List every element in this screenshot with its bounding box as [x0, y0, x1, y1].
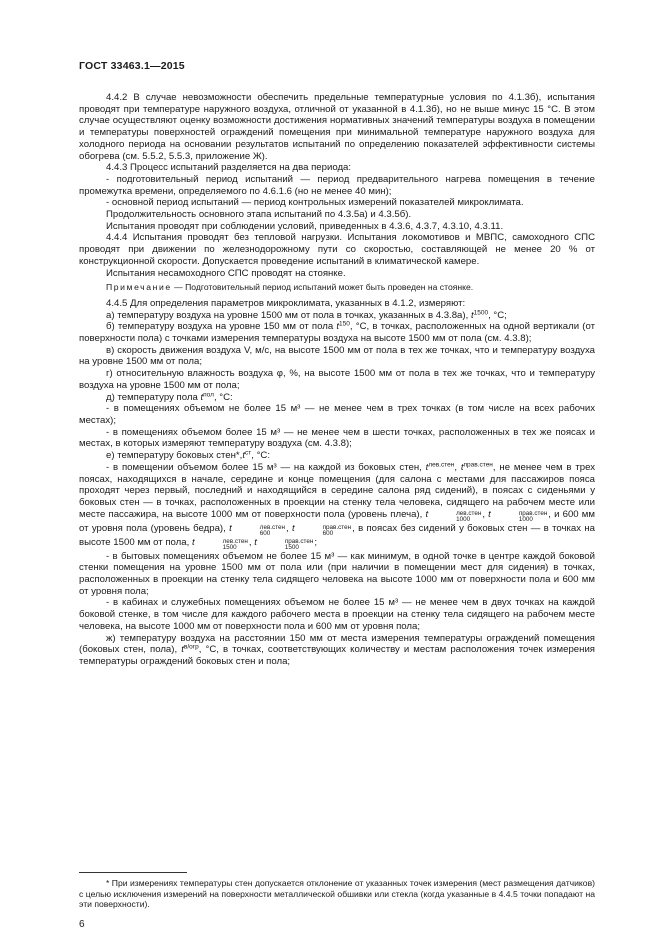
note-label: Примечание	[106, 282, 172, 293]
symbol: t	[470, 309, 474, 321]
superscript: ст	[245, 449, 252, 457]
sub-sup-stack	[196, 539, 248, 551]
symbol: t	[229, 522, 232, 534]
superscript: лев.стен	[222, 537, 248, 545]
text-run: , °С:	[213, 391, 233, 403]
subscript: 1500	[284, 543, 299, 551]
note	[79, 282, 595, 294]
superscript: лев.стен	[456, 509, 482, 517]
paragraph-4-4-2: 4.4.2 В случае невозможности обеспечить предельные температурные условия по 4.1.3б), испытания проводят при температуре наружного воздуха, отличной от указанной в 4.1.3б), но не выше минус 15 °С. В этом случае осуществляют оценку возможности достижения нормативных значений температуры воздуха в помещении и температуры поверхностей ограждений помещения при минимальной температуре наружного воздуха для холодного периода на основании результатов испытаний по определению показателей эффективности системы обогрева (см. 5.5.2, 5.5.3, приложение Ж).	[79, 92, 595, 162]
superscript: пол	[203, 391, 214, 399]
text-run: ж) температуру воздуха на расстоянии 150 мм от места измерения температуры ограждений помещения (боковых стен, пола),	[79, 632, 595, 656]
footnote-divider	[79, 872, 187, 873]
superscript: лев.стен	[259, 523, 285, 531]
superscript: в/огр	[183, 643, 199, 651]
superscript: прав.стен	[322, 523, 352, 531]
text-run: ,	[482, 508, 489, 520]
sub-sup-stack	[429, 511, 481, 523]
symbol: t	[425, 461, 429, 473]
list-item: - в кабинах и служебных помещениях объемом не более 15 м³ — не менее чем в двух точках на каждой боковой стенке, в том числе для каждого рабочего места в проекции на стенку тела сидящего на рабочем месте человека, на высоте 1000 мм от поверхности пола и 600 мм от уровня пола;	[79, 597, 595, 632]
symbol: t	[254, 536, 257, 548]
text-run: б) температуру воздуха на уровне 150 мм от пола	[106, 321, 337, 333]
page-number: 6	[79, 919, 85, 930]
list-item: - в бытовых помещениях объемом не более 15 м³ — как минимум, в одной точке в центре каждой боковой стенки помещения на уровне 1500 мм от пола или (при наличии в помещении мест для сидения) в точках, расположенных в проекции на стенку тела сидящего человека на высоте 1000 мм от поверхности пола и 600 мм от уровня пола;	[79, 550, 595, 597]
text-run: - в помещении объемом более 15 м³ — на каждой из боковых стен,	[106, 461, 426, 473]
paragraph-4-4-4: 4.4.4 Испытания проводят без тепловой нагрузки. Испытания локомотивов и МВПС, самоходного СПС проводят при движении по железнодорожному пути со скоростью, составляющей не менее 20 % от конструкционной скорости. Допускается проведение испытаний в климатической камере.	[79, 232, 595, 267]
sub-sup-stack	[492, 511, 547, 523]
superscript: прав.стен	[518, 509, 548, 517]
text-run: , не менее чем в трех поясах, находящихся в начале, середине и конце помещения (для салона с местами для пассажиров пояса проходят через первый, последний и находящийся в середине салона ряд сидений), в поясах с сиденьями у боковых стен — в точках, расположенных в проекции на стенку тела человека, сидящего на рабочем месте или месте пассажира, на высоте 1000 мм от поверхности пола (уровень плеча),	[79, 461, 595, 520]
list-item-v: в) скорость движения воздуха V, м/с, на высоте 1500 мм от пола в тех же точках, что и температуру воздуха на уровне 1500 мм от пола;	[79, 344, 595, 368]
text-run: , °С;	[488, 309, 507, 321]
text-run: ,	[454, 461, 461, 473]
paragraph-4-4-5: 4.4.5 Для определения параметров микроклимата, указанных в 4.1.2, измеряют:	[106, 297, 466, 309]
list-item-walls	[79, 462, 595, 551]
list-item: - основной период испытаний — период контрольных измерений показателей микроклимата.	[106, 197, 524, 209]
superscript: 1500	[473, 309, 489, 317]
standard-header: ГОСТ 33463.1—2015	[79, 60, 185, 72]
text-run: , и 600 мм от уровня пола (уровень бедра),	[79, 508, 595, 534]
superscript: прав.стен	[463, 461, 493, 469]
text-run: ,	[248, 536, 255, 548]
superscript: 150	[339, 320, 350, 328]
subscript: 600	[259, 529, 271, 537]
subscript: 600	[322, 529, 334, 537]
text-run: д) температуру пола	[106, 391, 201, 403]
paragraph-4-4-3: 4.4.3 Процесс испытаний разделяется на два периода:	[106, 162, 352, 174]
symbol: t	[242, 450, 245, 462]
body-text	[79, 92, 595, 668]
symbol: t	[191, 536, 195, 548]
sub-sup-stack	[233, 525, 285, 537]
text-run: , в поясах без сидений у боковых стен — в точках на высоте 1500 мм от пола,	[79, 522, 595, 548]
symbol: t	[291, 522, 295, 534]
text-run: , °С, в точках, соответствующих количеству и местам расположения точек измерения температуры ограждений боковых стен и пола;	[79, 644, 595, 667]
text-run: ,	[285, 522, 292, 534]
subscript: 1000	[456, 515, 471, 523]
text-run: а) температуру воздуха на уровне 1500 мм от пола в точках, указанных в 4.3.8а),	[106, 309, 471, 321]
note-text: — Подготовительный период испытаний может быть проведен на стоянке.	[171, 282, 474, 293]
symbol: t	[425, 508, 429, 520]
text-run: , °С, в точках, расположенных на одной вертикали (от поверхности пола) с точками измерения температуры воздуха на высоте 1500 мм от пола (см. 4.3.8);	[79, 321, 595, 345]
subscript: 1000	[518, 515, 533, 523]
paragraph: Продолжительность основного этапа испытаний по 4.3.5а) и 4.3.5б).	[106, 209, 412, 221]
symbol: t	[200, 391, 204, 403]
footnote: * При измерениях температуры стен допускается отклонение от указанных точек измерения (мест размещения датчиков) с целью исключения измерений на поверхности металлической обшивки или стекла (когда указанные в 4.4.5 точки попадают на эти поверхности).	[79, 878, 595, 910]
sub-sup-stack	[258, 539, 313, 551]
text-run: ;	[314, 536, 317, 548]
list-item: - подготовительный период испытаний — период предварительного нагрева помещения в течение промежутка времени, определяемого по 4.6.1.6 (но не менее 40 мин);	[79, 173, 595, 197]
paragraph: Испытания несамоходного СПС проводят на стоянке.	[106, 267, 346, 279]
symbol: t	[181, 644, 184, 656]
superscript: прав.стен	[284, 537, 314, 545]
list-item-zh	[79, 633, 595, 668]
superscript: лев.стен	[428, 461, 455, 469]
list-item: - в помещениях объемом более 15 м³ — не менее чем в шести точках, расположенных в тех же поясах и местах, в которых измеряют температуру воздуха (см. 4.3.8);	[79, 426, 595, 450]
text-run: е) температуру боковых стен*,	[106, 450, 243, 462]
symbol: t	[488, 508, 491, 520]
symbol: t	[336, 321, 340, 333]
paragraph: Испытания проводят при соблюдении условий, приведенных в 4.3.6, 4.3.7, 4.3.10, 4.3.11.	[106, 220, 504, 232]
list-item-g: г) относительную влажность воздуха φ, %, на высоте 1500 мм от пола в тех же точках, что и температуру воздуха на уровне 1500 мм от пола;	[79, 368, 595, 391]
list-item-e	[79, 450, 595, 462]
list-item-b	[79, 321, 595, 344]
list-item-a	[79, 310, 595, 322]
text-run: , °С:	[251, 450, 270, 462]
list-item: - в помещениях объемом не более 15 м³ — не менее чем в трех точках (в том числе на всех рабочих местах);	[79, 403, 595, 426]
subscript: 1500	[222, 543, 237, 551]
sub-sup-stack	[296, 525, 351, 537]
list-item-d	[79, 392, 595, 404]
symbol: t	[460, 461, 464, 473]
